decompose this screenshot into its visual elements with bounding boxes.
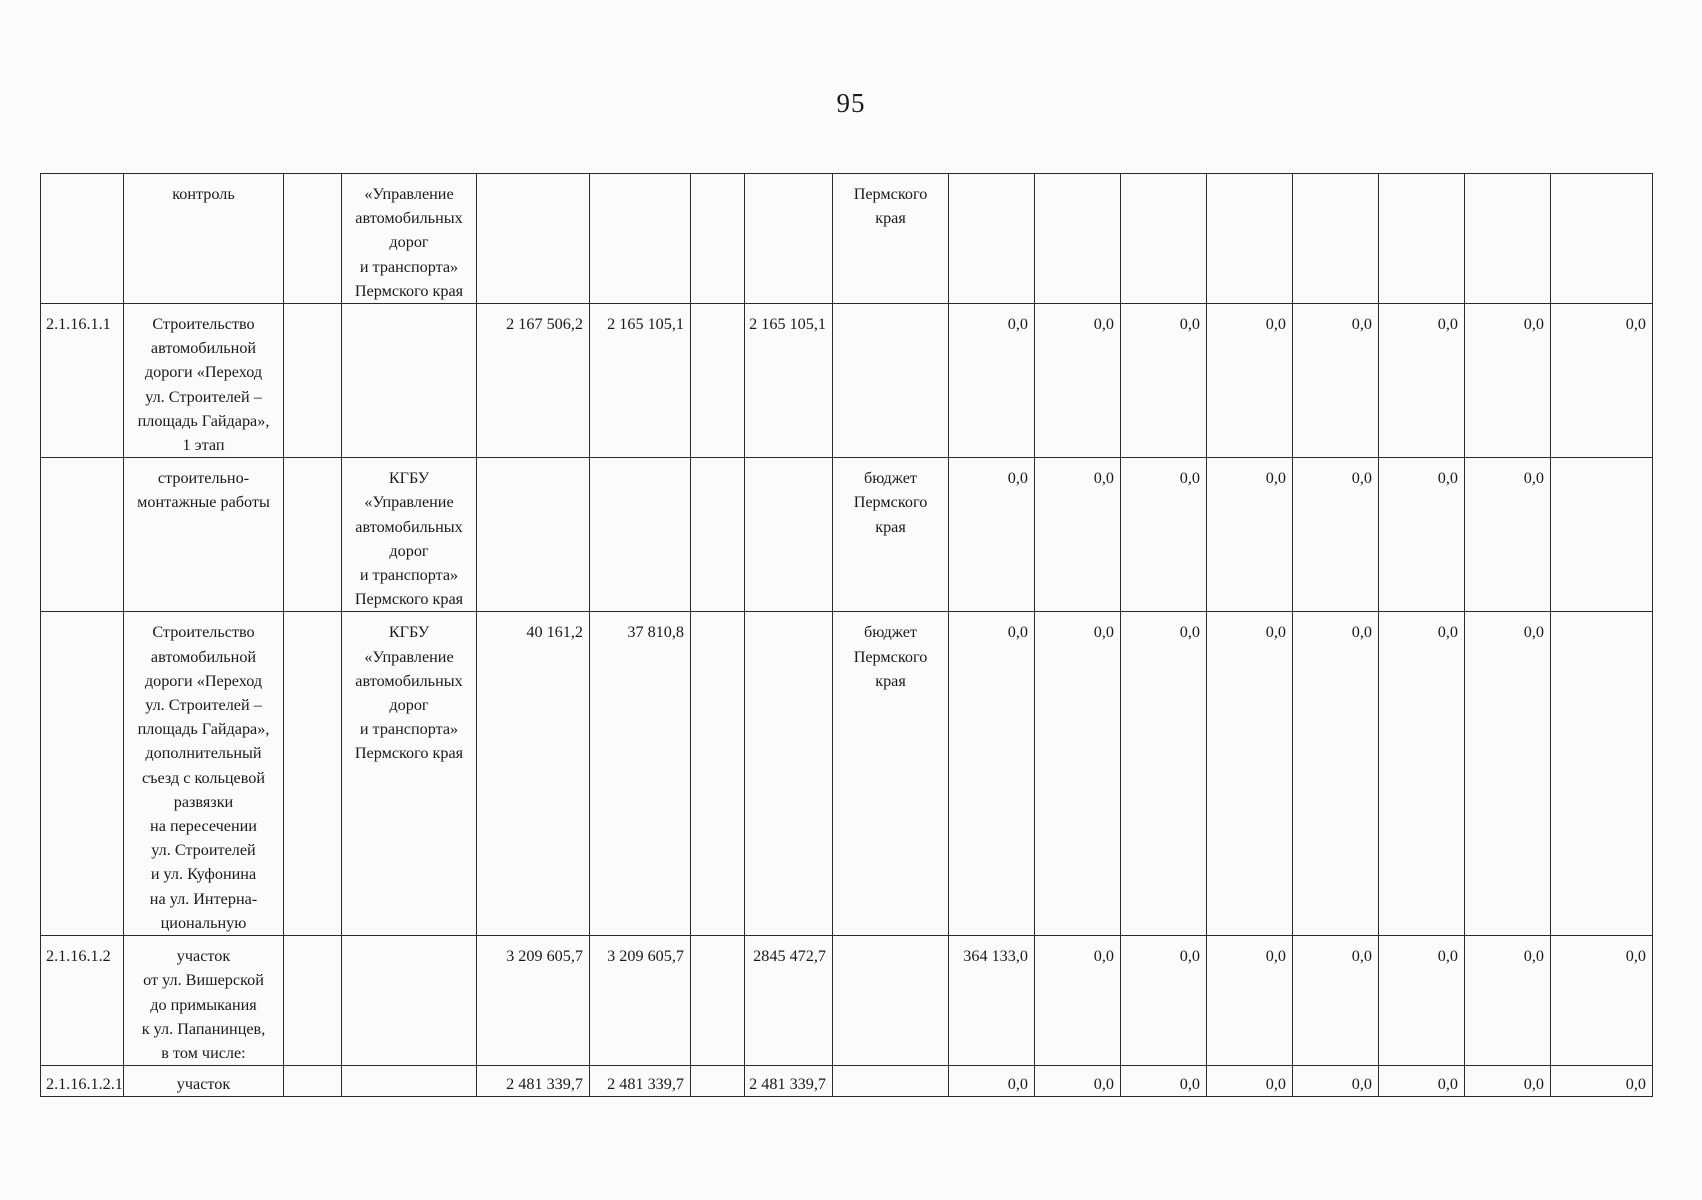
source-cell: бюджет Пермского края <box>833 458 949 612</box>
year-value-cell: 0,0 <box>949 1066 1035 1097</box>
value-cell <box>691 936 745 1066</box>
year-value-cell: 0,0 <box>1379 612 1465 936</box>
year-value-cell: 0,0 <box>1035 458 1121 612</box>
blank-cell <box>284 304 342 458</box>
year-value-cell: 0,0 <box>1465 458 1551 612</box>
year-value-cell: 0,0 <box>1293 304 1379 458</box>
year-value-cell <box>1035 174 1121 304</box>
total-cell: 2 167 506,2 <box>477 304 590 458</box>
year-value-cell <box>1121 174 1207 304</box>
blank-cell <box>284 174 342 304</box>
year-value-cell: 0,0 <box>1465 1066 1551 1097</box>
year-value-cell <box>1551 458 1653 612</box>
year-value-cell: 0,0 <box>1121 936 1207 1066</box>
row-name-cell: контроль <box>124 174 284 304</box>
source-cell: бюджет Пермского края <box>833 612 949 936</box>
year-value-cell: 0,0 <box>1379 936 1465 1066</box>
year-value-cell: 0,0 <box>1379 1066 1465 1097</box>
program-table <box>40 173 1653 1097</box>
year-value-cell: 0,0 <box>1293 1066 1379 1097</box>
year-value-cell: 0,0 <box>949 304 1035 458</box>
value-cell: 2 165 105,1 <box>745 304 833 458</box>
value-cell <box>590 458 691 612</box>
year-value-cell: 0,0 <box>1379 458 1465 612</box>
row-name-cell: Строительство автомобильной дороги «Переход ул. Строителей – площадь Гайдара», 1 этап <box>124 304 284 458</box>
executor-cell <box>342 936 477 1066</box>
year-value-cell <box>1207 174 1293 304</box>
year-value-cell <box>1293 174 1379 304</box>
value-cell <box>590 174 691 304</box>
row-name-cell: участок <box>124 1066 284 1097</box>
row-name-cell: строительно- монтажные работы <box>124 458 284 612</box>
table-row <box>41 1066 1653 1097</box>
value-cell: 37 810,8 <box>590 612 691 936</box>
year-value-cell <box>1551 174 1653 304</box>
table-row <box>41 936 1653 1066</box>
value-cell <box>745 458 833 612</box>
page-number: 95 <box>836 88 866 118</box>
total-cell <box>477 174 590 304</box>
year-value-cell: 0,0 <box>1465 304 1551 458</box>
value-cell: 2 481 339,7 <box>590 1066 691 1097</box>
year-value-cell: 0,0 <box>1207 304 1293 458</box>
year-value-cell: 0,0 <box>1035 304 1121 458</box>
year-value-cell: 0,0 <box>1207 936 1293 1066</box>
year-value-cell: 0,0 <box>1465 612 1551 936</box>
year-value-cell <box>1379 174 1465 304</box>
source-cell <box>833 936 949 1066</box>
year-value-cell: 0,0 <box>1551 1066 1653 1097</box>
year-value-cell: 0,0 <box>1379 304 1465 458</box>
value-cell: 2845 472,7 <box>745 936 833 1066</box>
year-value-cell <box>1551 612 1653 936</box>
year-value-cell: 0,0 <box>1035 1066 1121 1097</box>
row-code-cell <box>41 458 124 612</box>
value-cell: 2 165 105,1 <box>590 304 691 458</box>
value-cell <box>691 304 745 458</box>
source-cell <box>833 304 949 458</box>
total-cell: 3 209 605,7 <box>477 936 590 1066</box>
executor-cell: КГБУ «Управление автомобильных дорог и транспорта» Пермского края <box>342 458 477 612</box>
table-row <box>41 612 1653 936</box>
value-cell: 2 481 339,7 <box>745 1066 833 1097</box>
source-cell <box>833 1066 949 1097</box>
value-cell <box>691 174 745 304</box>
year-value-cell: 0,0 <box>1207 612 1293 936</box>
blank-cell <box>284 458 342 612</box>
total-cell: 40 161,2 <box>477 612 590 936</box>
value-cell <box>745 612 833 936</box>
year-value-cell: 0,0 <box>1551 936 1653 1066</box>
table-row <box>41 304 1653 458</box>
year-value-cell: 0,0 <box>1035 936 1121 1066</box>
blank-cell <box>284 612 342 936</box>
row-code-cell: 2.1.16.1.1 <box>41 304 124 458</box>
year-value-cell: 0,0 <box>1121 304 1207 458</box>
executor-cell <box>342 304 477 458</box>
year-value-cell: 0,0 <box>1293 936 1379 1066</box>
year-value-cell: 0,0 <box>1207 458 1293 612</box>
year-value-cell <box>1465 174 1551 304</box>
executor-cell: «Управление автомобильных дорог и транспорта» Пермского края <box>342 174 477 304</box>
table-row <box>41 174 1653 304</box>
executor-cell <box>342 1066 477 1097</box>
executor-cell: КГБУ «Управление автомобильных дорог и транспорта» Пермского края <box>342 612 477 936</box>
year-value-cell: 0,0 <box>1207 1066 1293 1097</box>
value-cell: 3 209 605,7 <box>590 936 691 1066</box>
year-value-cell: 0,0 <box>1121 458 1207 612</box>
year-value-cell: 0,0 <box>1551 304 1653 458</box>
row-code-cell <box>41 612 124 936</box>
total-cell <box>477 458 590 612</box>
row-code-cell: 2.1.16.1.2 <box>41 936 124 1066</box>
value-cell <box>691 612 745 936</box>
row-code-cell: 2.1.16.1.2.1 <box>41 1066 124 1097</box>
source-cell: Пермского края <box>833 174 949 304</box>
row-name-cell: участок от ул. Вишерской до примыкания к ул. Папанинцев, в том числе: <box>124 936 284 1066</box>
row-code-cell <box>41 174 124 304</box>
blank-cell <box>284 1066 342 1097</box>
year-value-cell: 0,0 <box>1465 936 1551 1066</box>
year-value-cell <box>949 174 1035 304</box>
year-value-cell: 364 133,0 <box>949 936 1035 1066</box>
year-value-cell: 0,0 <box>1293 458 1379 612</box>
value-cell <box>691 1066 745 1097</box>
year-value-cell: 0,0 <box>1293 612 1379 936</box>
table-row <box>41 458 1653 612</box>
year-value-cell: 0,0 <box>949 458 1035 612</box>
year-value-cell: 0,0 <box>949 612 1035 936</box>
year-value-cell: 0,0 <box>1121 1066 1207 1097</box>
value-cell <box>745 174 833 304</box>
year-value-cell: 0,0 <box>1121 612 1207 936</box>
year-value-cell: 0,0 <box>1035 612 1121 936</box>
blank-cell <box>284 936 342 1066</box>
total-cell: 2 481 339,7 <box>477 1066 590 1097</box>
row-name-cell: Строительство автомобильной дороги «Переход ул. Строителей – площадь Гайдара», дополнительный съезд с кольцевой развязки на пересечении ул. Строителей и ул. Куфонина на ул. Интерна- циональную <box>124 612 284 936</box>
value-cell <box>691 458 745 612</box>
